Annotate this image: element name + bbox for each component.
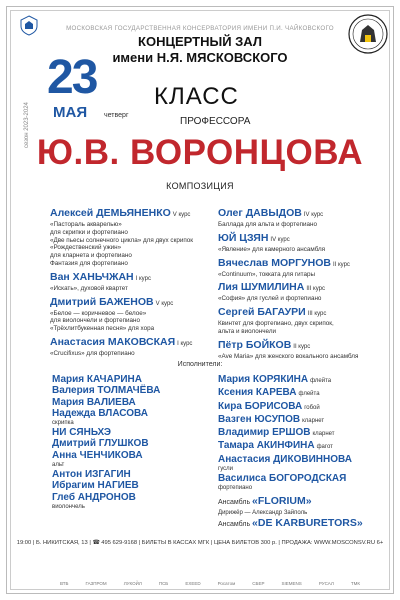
composers-right-column (218, 207, 388, 364)
composer-name: Лия ШУМИЛИНА III курс (218, 281, 325, 294)
performer-name: Тамара АКИНФИНА фагот (218, 440, 333, 452)
sponsor-logo: РУСАЛ (318, 581, 334, 586)
performer-name: Глеб АНДРОНОВ (52, 491, 136, 503)
composer-entry (218, 339, 388, 361)
composer-work: «София» для гуслей и фортепиано (218, 295, 322, 303)
performer-name: Мария ВАЛИЕВА (52, 396, 136, 408)
sponsor-logo: EXEED (185, 581, 201, 586)
composer-entry (218, 232, 388, 254)
composers-left-column (50, 207, 225, 361)
composer-entry (218, 207, 388, 229)
performer-name: Надежда ВЛАСОВА (52, 407, 148, 419)
composer-work: «Рождественский ужин» (50, 244, 122, 252)
composer-name: Сергей БАГАУРИ III курс (218, 306, 327, 319)
date-day: 23 (47, 51, 97, 104)
composer-work: альта и виолончели (218, 327, 277, 335)
ensemble-prefix: Ансамбль (218, 499, 253, 507)
hall-name-line1: КОНЦЕРТНЫЙ ЗАЛ (138, 34, 262, 49)
performer-instrument: скрипка (52, 420, 74, 427)
composer-entry (218, 306, 388, 336)
ensemble-name: «DE KARBURETORS» (252, 517, 363, 530)
performer-name: Мария КАЧАРИНА (52, 374, 142, 385)
composer-work: «Crucifixus» для фортепиано (50, 349, 135, 357)
performer-name: Ксения КАРЕВА флейта (218, 387, 320, 399)
composer-work: «Две пьесы солнечного цикла» для двух скрипок (50, 236, 194, 244)
composer-course: I курс (177, 340, 193, 347)
composer-work: «Белое — коричневое — белое» (50, 309, 147, 317)
composer-course: I курс (135, 275, 151, 282)
performer-name: Кира БОРИСОВА гобой (218, 400, 320, 412)
performer-name: Василиса БОГОРОДСКАЯ (218, 473, 347, 485)
composer-work: «Трёхлитбукенная песня» для хора (50, 325, 155, 333)
composer-course: V курс (172, 212, 191, 218)
composer-course: III курс (306, 286, 325, 293)
performer-instrument: фортепиано (218, 485, 253, 492)
composer-entry (50, 336, 225, 358)
composer-course: IV курс (270, 236, 290, 243)
composer-course: II курс (332, 261, 350, 268)
composer-work: для кларнета и фортепиано (50, 252, 132, 260)
class-heading: КЛАСС (154, 83, 239, 110)
composer-name: Дмитрий БАЖЕНОВ V курс (50, 295, 174, 308)
performer-name: Анна ЧЕНЧИКОВА (52, 449, 143, 461)
composer-entry (50, 271, 225, 293)
composer-name: Олег ДАВЫДОВ IV курс (218, 207, 324, 219)
composer-work: Квинтет для фортепиано, двух скрипок, (218, 320, 334, 328)
hall-name-line2: имени Н.Я. МЯСКОВСКОГО (112, 50, 288, 65)
performer-instrument: фагот (316, 444, 333, 451)
performers-heading: Исполнители: (177, 361, 223, 368)
performer-name: Валерия ТОЛМАЧЁВА (52, 385, 161, 397)
composer-name: Алексей ДЕМЬЯНЕНКО V курс (50, 207, 191, 219)
performer-instrument: флейта (310, 378, 332, 384)
sponsor-logo: ПСБ (158, 581, 169, 586)
performer-instrument: гусли (218, 466, 233, 473)
sponsor-logo: SIEMENS (281, 581, 302, 586)
composer-course: II курс (293, 343, 311, 350)
ensemble-conductor: Дирижёр — Александр Зайполь (218, 510, 308, 517)
performer-name: Дмитрий ГЛУШКОВ (52, 438, 149, 450)
ensemble-name: «FLORIUM» (252, 495, 312, 508)
sponsor-logo: СБЕР (252, 581, 265, 586)
performer-instrument: виолончель (52, 503, 85, 510)
composer-work: «Пастораль акварелью» (50, 221, 122, 228)
composer-work: «Искать», духовой квартет (50, 284, 128, 292)
performer-name: Владимир ЕРШОВ кларнет (218, 427, 335, 439)
performer-instrument: кларнет (312, 431, 335, 438)
sponsor-logo: Росатом (217, 581, 236, 586)
composer-entry (218, 257, 388, 279)
composer-course: III курс (307, 311, 327, 318)
performer-name: Антон ИЗГАГИН (52, 469, 131, 481)
ensemble-line (218, 495, 390, 509)
composer-work: для виолончели и фортепиано (50, 317, 141, 325)
performers-left-column (52, 374, 227, 511)
sponsors-row (60, 581, 360, 586)
performers-right-column (218, 374, 390, 531)
composer-work: Фантазия для фортепиано (50, 259, 128, 267)
sponsor-logo: ЛУКОЙЛ (123, 581, 142, 586)
subject-label: КОМПОЗИЦИЯ (166, 181, 234, 191)
performer-name: Ибрагим НАГИЕВ (52, 480, 139, 492)
performer-instrument: альт (52, 462, 65, 469)
sponsor-logo: ГАЗПРОМ (85, 581, 107, 586)
performer-name: НИ СЯНЬХЭ (52, 427, 112, 439)
composer-work: «Явление» для камерного ансамбля (218, 245, 326, 253)
ensembles-list (218, 495, 390, 531)
conservatory-crest-icon (18, 14, 40, 36)
sponsor-logo: ТМК (350, 581, 360, 586)
performer-instrument: флейта (298, 391, 320, 398)
season-label: сезон 2023-2024 (24, 102, 30, 148)
date-month: МАЯ (53, 104, 88, 121)
performer-name: Мария КОРЯКИНА флейта (218, 374, 332, 385)
hall-name (110, 34, 290, 66)
composer-entry (50, 207, 225, 268)
performer-name: Вазген ЮСУПОВ кларнет (218, 413, 325, 425)
composer-name: Ван ХАНЬЧЖАН I курс (50, 270, 151, 283)
composer-name: Вячеслав МОРГУНОВ II курс (218, 256, 350, 269)
sponsor-logo: ВТБ (60, 581, 69, 586)
ensemble-prefix: Ансамбль (218, 521, 253, 529)
ensemble-line (218, 517, 390, 531)
composer-work: «Ave Maria» для женского вокального ансамбля (218, 352, 359, 360)
conservatory-name: МОСКОВСКАЯ ГОСУДАРСТВЕННАЯ КОНСЕРВАТОРИЯ ИМЕНИ П.И. ЧАЙКОВСКОГО (66, 25, 334, 32)
anniversary-badge-icon (348, 14, 388, 54)
composer-course: IV курс (303, 212, 324, 218)
composer-work: «Continuum», токката для гитары (218, 270, 316, 278)
professor-label: ПРОФЕССОРА (180, 116, 251, 127)
date-weekday: четверг (104, 112, 129, 119)
composer-name: ЮЙ ЦЗЯН IV курс (218, 231, 290, 244)
performer-instrument: гобой (304, 404, 320, 411)
composer-name: Пётр БОЙКОВ II курс (218, 338, 311, 351)
performers-right-list (218, 374, 390, 492)
composer-work: для скрипки и фортепиано (50, 228, 128, 236)
performer-instrument: кларнет (302, 417, 325, 424)
composer-work: Баллада для альта и фортепиано (218, 221, 317, 228)
composer-entry (218, 281, 388, 303)
composer-entry (50, 296, 225, 333)
performer-name: Анастасия ДИКОВИННОВА (218, 453, 352, 465)
footer-info: 19:00 | Б. НИКИТСКАЯ, 13 | ☎ 495 629-9168 | БИЛЕТЫ В КАССАХ МГК | ЦЕНА БИЛЕТОВ 300 р. | ПРОДАЖА: WWW.MOSCONSV.RU 6+ (16, 540, 384, 546)
composer-course: V курс (155, 300, 174, 307)
composer-name: Анастасия МАКОВСКАЯ I курс (50, 335, 193, 348)
teacher-name: Ю.В. ВОРОНЦОВА (36, 133, 364, 172)
